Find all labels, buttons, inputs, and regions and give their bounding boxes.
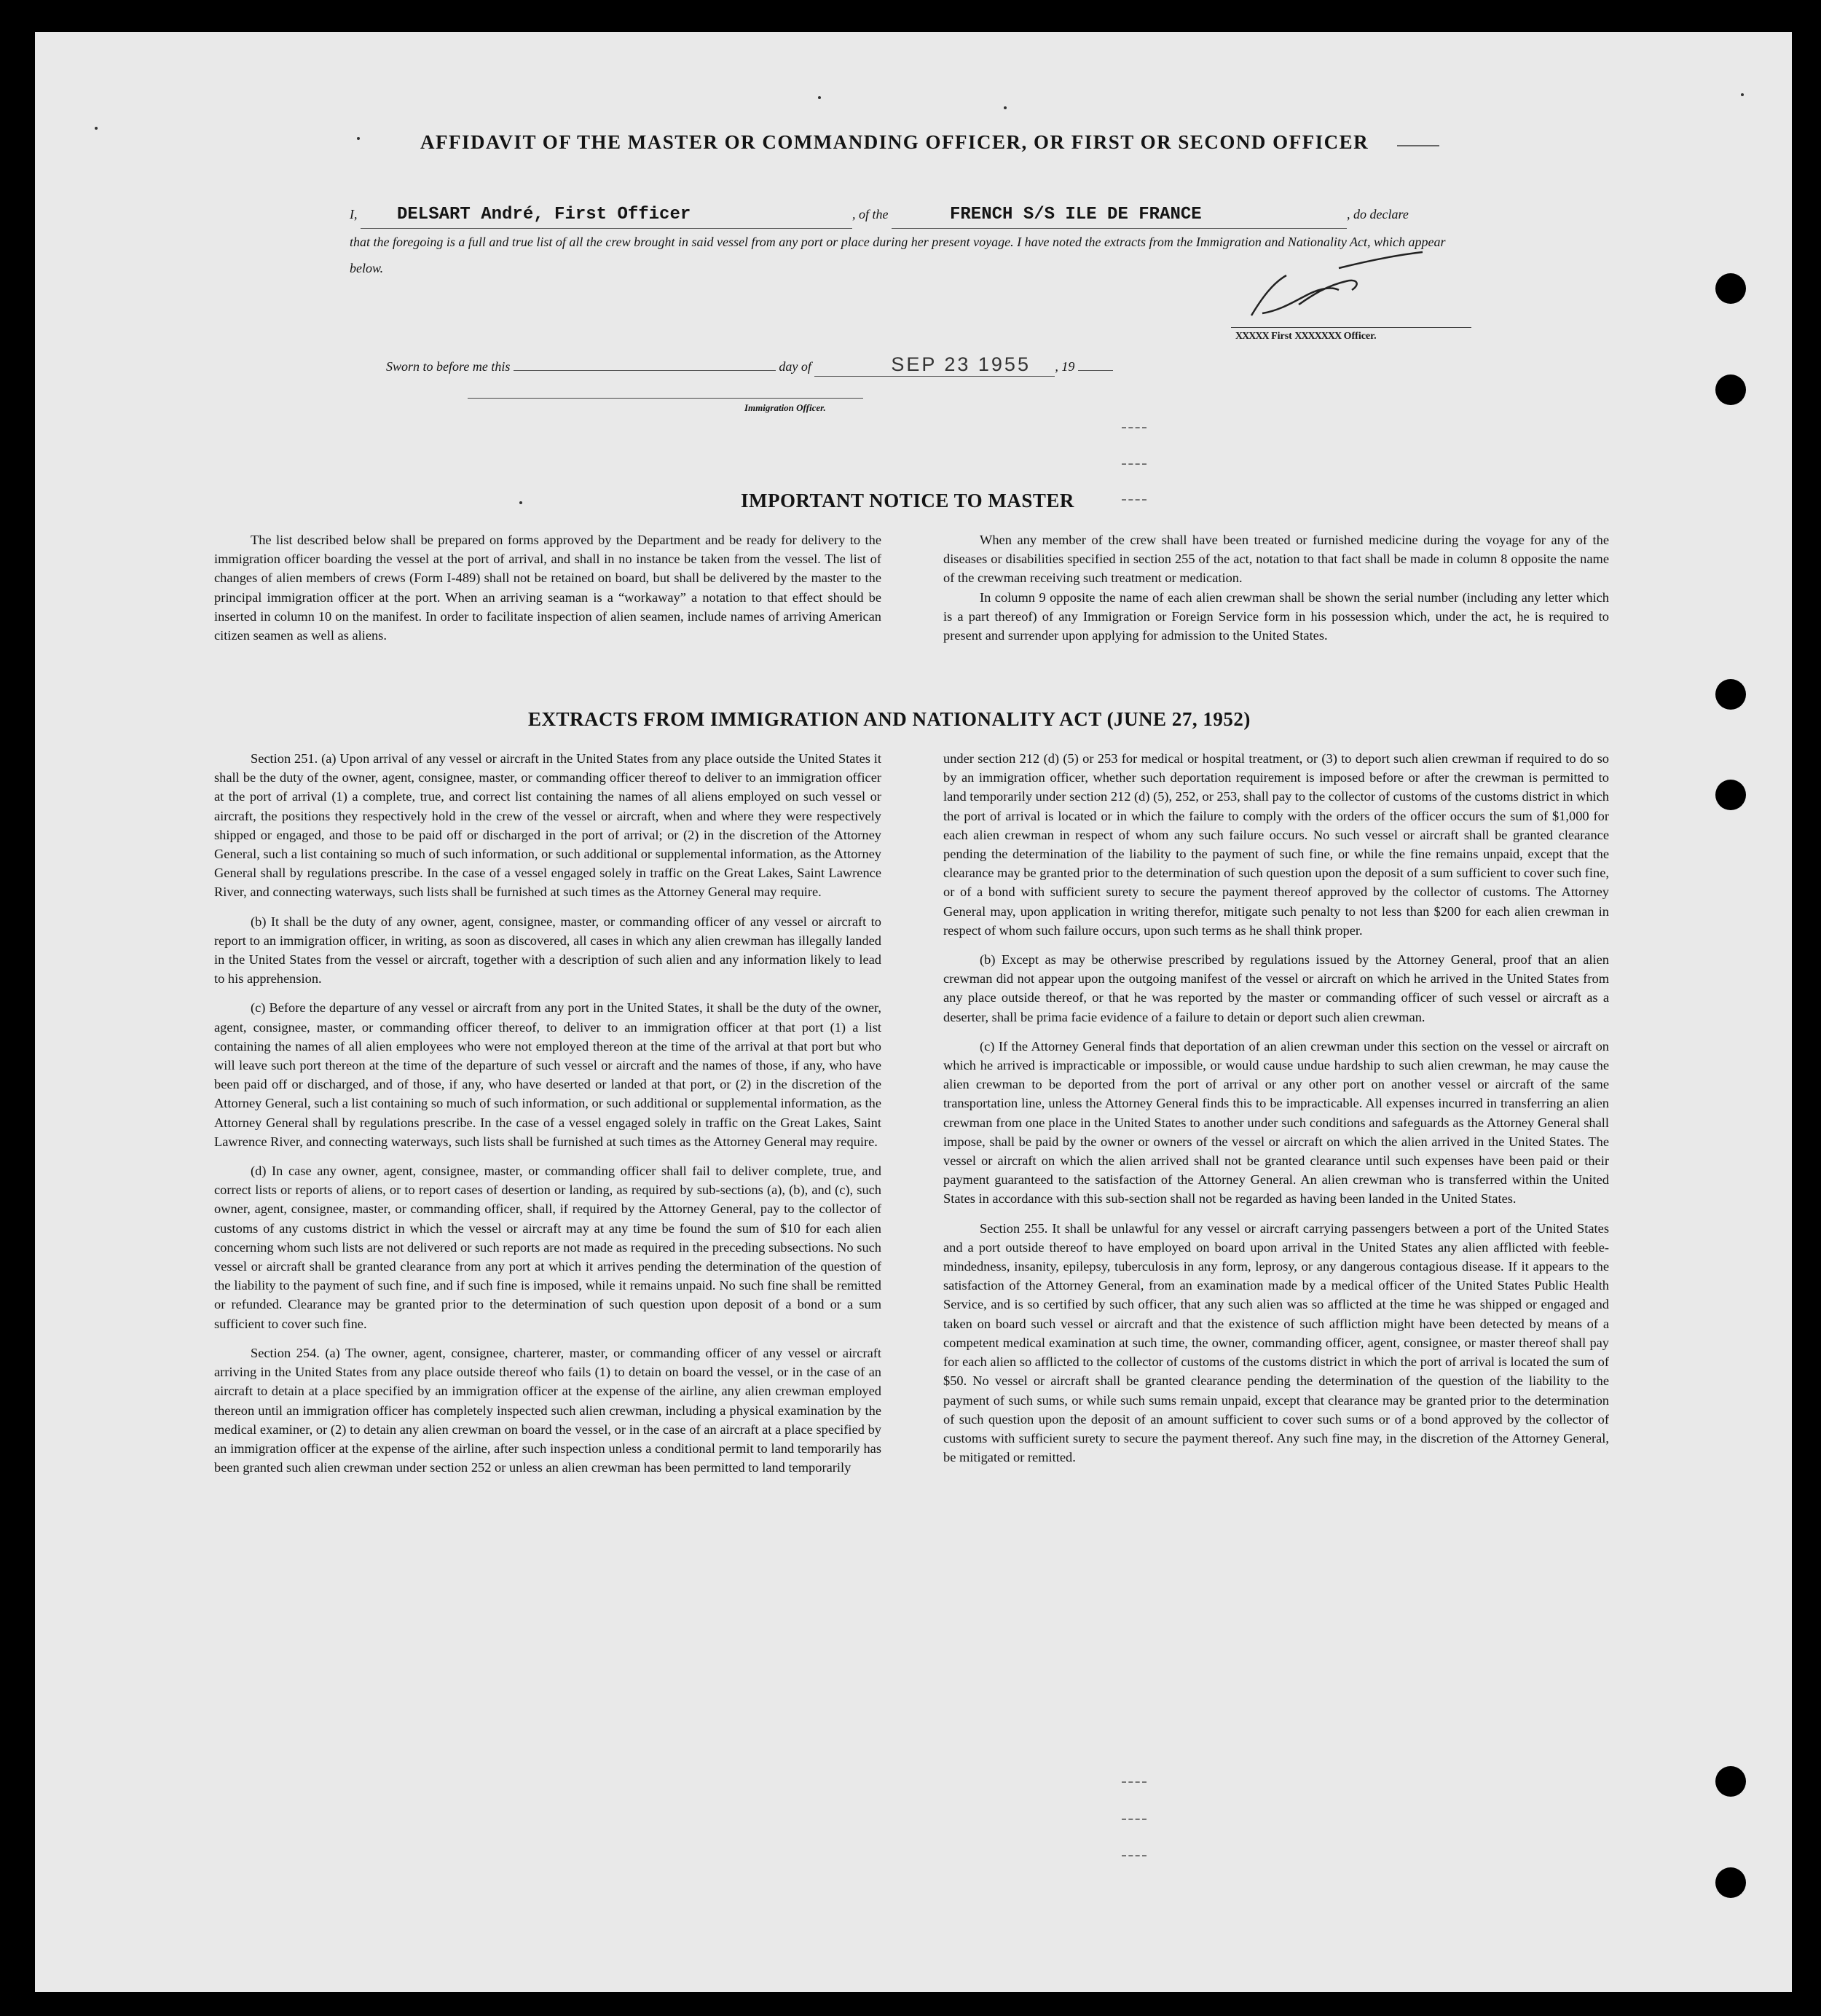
extracts-title: EXTRACTS FROM IMMIGRATION AND NATIONALITY ACT (JUNE 27, 1952) (528, 708, 1251, 730)
signature-label: XXXXX First XXXXXXX Officer. (1235, 331, 1377, 342)
notice-left-column (214, 530, 881, 655)
scan-mark (1122, 499, 1147, 501)
scan-speck (1741, 93, 1744, 96)
officer-signature (1230, 246, 1448, 326)
officer-name-field (361, 201, 852, 229)
sworn-text: Sworn to before me this (386, 359, 511, 374)
immigration-officer-label: Immigration Officer. (744, 402, 826, 413)
vessel-field (892, 201, 1347, 229)
scan-mark (1122, 463, 1147, 465)
immigration-officer-line (468, 398, 863, 399)
section-251-d: (d) In case any owner, agent, consignee, master, or commanding officer shall fail to deliver complete, true, and correct lists or reports of aliens, or to report cases of desertion or landing, as required by sub-sections (a), (b), and (c), such owner, agent, consignee, master, or commanding officer, shall, if required by the Attorney General, pay to the collector of customs of any customs district in which the vessel or aircraft may at any time be found the sum of $10 for each alien concerning whom such lists are not delivered or such reports are not made as required in the preceding subsections. No such vessel or aircraft shall be granted clearance from any port at which it arrives pending the determination of the question of the liability to the payment of such fine, and if such fine is imposed, while it remains unpaid. No such fine shall be remitted or refunded. Clearance may be granted prior to the determination of such question upon deposit of a bond or a sum sufficient to cover such fine. (214, 1164, 881, 1331)
do-declare-label: , do declare (1347, 207, 1409, 221)
signature-line (1231, 327, 1471, 328)
sworn-line (386, 353, 1113, 377)
vessel-name: FRENCH S/S ILE DE FRANCE (950, 205, 1202, 224)
section-251-b: (b) It shall be the duty of any owner, agent, consignee, master, or commanding officer of any vessel or aircraft to report to an immigration officer, in writing, as soon as discovered, all cases in which any alien crewman has illegally landed in the United States from the vessel or aircraft, together with a description of such alien and any information likely to lead to his apprehension. (214, 914, 881, 987)
i-label: I, (350, 207, 358, 221)
extracts-right-column (943, 749, 1609, 1477)
section-251-c: (c) Before the departure of any vessel or aircraft from any port in the United States, it shall be the duty of the owner, agent, consignee, master, or commanding officer thereof, to deliver to an immigration officer at that port (1) a list containing the names of all alien employees who were not employed thereon at the time of the arrival at that port but who will leave such port thereon at the time of the departure of such vessel or aircraft and the names of those, if any, who have been paid off or discharged, and of those, if any, who have deserted or landed at that port, or (2) in the discretion of the Attorney General, such a list containing so much of such information, or such additional or supplemental information, as the Attorney General shall by regulations prescribe. In the case of a vessel engaged solely in traffic on the Great Lakes, Saint Lawrence River, and connecting waterways, such lists shall be furnished at such times as the Attorney General may require. (214, 1000, 881, 1149)
binder-hole (1715, 1766, 1746, 1797)
notice-right-paragraph-1: When any member of the crew shall have been treated or furnished medicine during the voyage for any of the diseases or disabilities specified in section 255 of the act, notation to that fact shall be made in column 8 opposite the name of the crewman receiving such treatment or medication. (943, 533, 1609, 586)
of-the-label: , of the (852, 207, 889, 221)
section-254-b: (b) Except as may be otherwise prescribed by regulations issued by the Attorney General, proof that an alien crewman did not appear upon the outgoing manifest of the vessel or aircraft on which he arrived in the United States from any place outside thereof, or that he was reported by the master or commanding officer of such vessel or aircraft as a deserter, shall be prima facie evidence of a failure to detain or deport such alien crewman. (943, 952, 1609, 1024)
binder-hole (1715, 374, 1746, 405)
section-254-a-continued: under section 212 (d) (5) or 253 for medical or hospital treatment, or (3) to deport such alien crewman if required to do so by an immigration officer, whether such deportation requirement is imposed before or after the crewman is permitted to land temporarily under section 212 (d) (5), 252, or 253, shall pay to the collector of customs of the customs district in which the port of arrival is located or in which the failure to comply with the orders of the officer occurs the sum of $1,000 for each alien crewman in respect of whom any such failure occurs. No such vessel or aircraft shall be granted clearance pending the determination of the liability to the payment of such fine, or while the fine remains unpaid, except that the clearance may be granted prior to the determination of such question upon the deposit of a sum sufficient to cover such fine, or of a bond with sufficient surety to secure the payment thereof approved by the collector of customs. The Attorney General may, upon application in writing therefor, mitigate such penalty to not less than $200 for each alien crewman in respect of whom such failure occurs, upon such terms as he shall think proper. (943, 751, 1609, 938)
scan-mark (1122, 1781, 1147, 1783)
title-trailing-rule (1397, 145, 1439, 146)
section-254-a: Section 254. (a) The owner, agent, consignee, charterer, master, or commanding officer of any vessel or aircraft arriving in the United States from any place outside thereof who fails (1) to detain on board the vessel, or in the case of an aircraft to detain at a place specified by an immigration officer at the expense of the airline, any alien crewman employed thereon until an immigration officer has completely inspected such alien crewman, including a physical examination by the medical examiner, or (2) to detain any alien crewman on board the vessel, or in the case of an aircraft at a place specified by an immigration officer at the expense of the airline, after such inspection unless a conditional permit to land temporarily has been granted such alien crewman under section 252 or unless an alien crewman has been permitted to land temporarily (214, 1345, 881, 1475)
notice-right-column (943, 530, 1609, 655)
scan-mark (1122, 1819, 1147, 1820)
binder-hole (1715, 780, 1746, 810)
date-stamp: SEP 23 1955 (891, 353, 1031, 375)
extracts-left-column (214, 749, 881, 1487)
scan-mark (1122, 1855, 1147, 1856)
year-label: , 19 (1055, 359, 1075, 374)
notice-title: IMPORTANT NOTICE TO MASTER (741, 490, 1074, 511)
scan-speck (357, 137, 360, 140)
scan-speck (818, 96, 821, 99)
date-field (814, 353, 1055, 377)
affidavit-title: AFFIDAVIT OF THE MASTER OR COMMANDING OFFICER, OR FIRST OR SECOND OFFICER (420, 131, 1369, 153)
year-field (1078, 370, 1113, 371)
scan-speck (95, 127, 98, 130)
binder-hole (1715, 1867, 1746, 1898)
scan-speck (1004, 106, 1007, 109)
notice-left-paragraph: The list described below shall be prepared on forms approved by the Department and be ready for delivery to the immigration officer boarding the vessel at the port of arrival, and shall in no instance be taken from the vessel. The list of changes of alien members of crews (Form I-489) shall not be retained on board, but shall be delivered by the master to the principal immigration officer at the port. When an arriving seaman is a “workaway” a notation to that effect should be inserted in column 10 on the manifest. In order to facilitate inspection of alien seamen, include names of arriving American citizen seamen as well as aliens. (214, 533, 881, 643)
section-254-c: (c) If the Attorney General finds that deportation of an alien crewman under this section on the vessel or aircraft on which he arrived is impracticable or impossible, or would cause undue hardship to such alien crewman, he may cause the alien crewman to be deported from the port of arrival or any other port on another vessel or aircraft of the same transportation line, unless the Attorney General finds this to be impracticable. All expenses incurred in transferring an alien crewman from one place in the United States to another under such conditions and safeguards as the Attorney General shall impose, shall be paid by the owner or owners of the vessel or aircraft on which the alien arrived in the United States. The vessel or aircraft on which the alien arrived shall not be granted clearance until such expenses have been paid or their payment guaranteed to the satisfaction of the Attorney General. An alien crewman who is transferred within the United States in accordance with this sub-section shall not be regarded as having been landed in the United States. (943, 1038, 1609, 1207)
sworn-day-field (514, 370, 776, 371)
binder-hole (1715, 679, 1746, 710)
declaration-text: that the foregoing is a full and true list of all the crew brought in said vessel from any port or place during her present voyage. I have noted the extracts from the Immigration and Nationality Act, which appear below. (350, 235, 1446, 275)
scan-speck (519, 501, 522, 504)
section-251-a: Section 251. (a) Upon arrival of any vessel or aircraft in the United States from any place outside the United States it shall be the duty of the owner, agent, consignee, master, or commanding officer thereof to deliver to an immigration officer at the port of arrival (1) a complete, true, and correct list containing the names of all aliens employed on such vessel or aircraft, the positions they respectively hold in the crew of the vessel or aircraft, when and where they were respectively shipped or engaged, and those to be paid off or discharged in the port of arrival; or (2) in the discretion of the Attorney General, such a list containing so much of such information, or such additional or supplemental information, as the Attorney General shall by regulations prescribe. In the case of a vessel engaged solely in traffic on the Great Lakes, Saint Lawrence River, and connecting waterways, such lists shall be furnished at such times as the Attorney General may require. (214, 751, 881, 900)
day-of-label: day of (779, 359, 811, 374)
officer-name: DELSART André, First Officer (397, 205, 691, 224)
notice-right-paragraph-2: In column 9 opposite the name of each alien crewman shall be shown the serial number (including any letter which is a part thereof) of any Immigration or Foreign Service form in his possession which, under the act, he is required to present and surrender upon applying for admission to the United States. (943, 589, 1609, 643)
scan-mark (1122, 427, 1147, 428)
section-255: Section 255. It shall be unlawful for any vessel or aircraft carrying passengers between a port of the United States and a port outside thereof to have employed on board upon arrival in the United States any alien afflicted with feeble-mindedness, insanity, epilepsy, tuberculosis in any form, leprosy, or any dangerous contagious disease. If it appears to the satisfaction of the Attorney General, from an examination made by a medical officer of the United States Public Health Service, and is so certified by such officer, that any such alien was so afflicted at the time he was shipped or engaged and taken on board such vessel or aircraft and that the existence of such affliction might have been detected by means of a competent medical examination at such time, the owner, commanding officer, agent, consignee, or master thereof shall pay for each alien so afflicted to the collector of customs of the customs district in which the port of arrival is located the sum of $50. No vessel or aircraft shall be granted clearance pending the determination of the question of the liability to the payment of such sums, or while such sums remain unpaid, except that clearance may be granted prior to the determination of such question upon the deposit of an amount sufficient to cover such sums or of a bond approved by the collector of customs with sufficient surety to secure the payment thereof. Any such fine may, in the discretion of the Attorney General, be mitigated or remitted. (943, 1220, 1609, 1465)
binder-hole (1715, 273, 1746, 304)
